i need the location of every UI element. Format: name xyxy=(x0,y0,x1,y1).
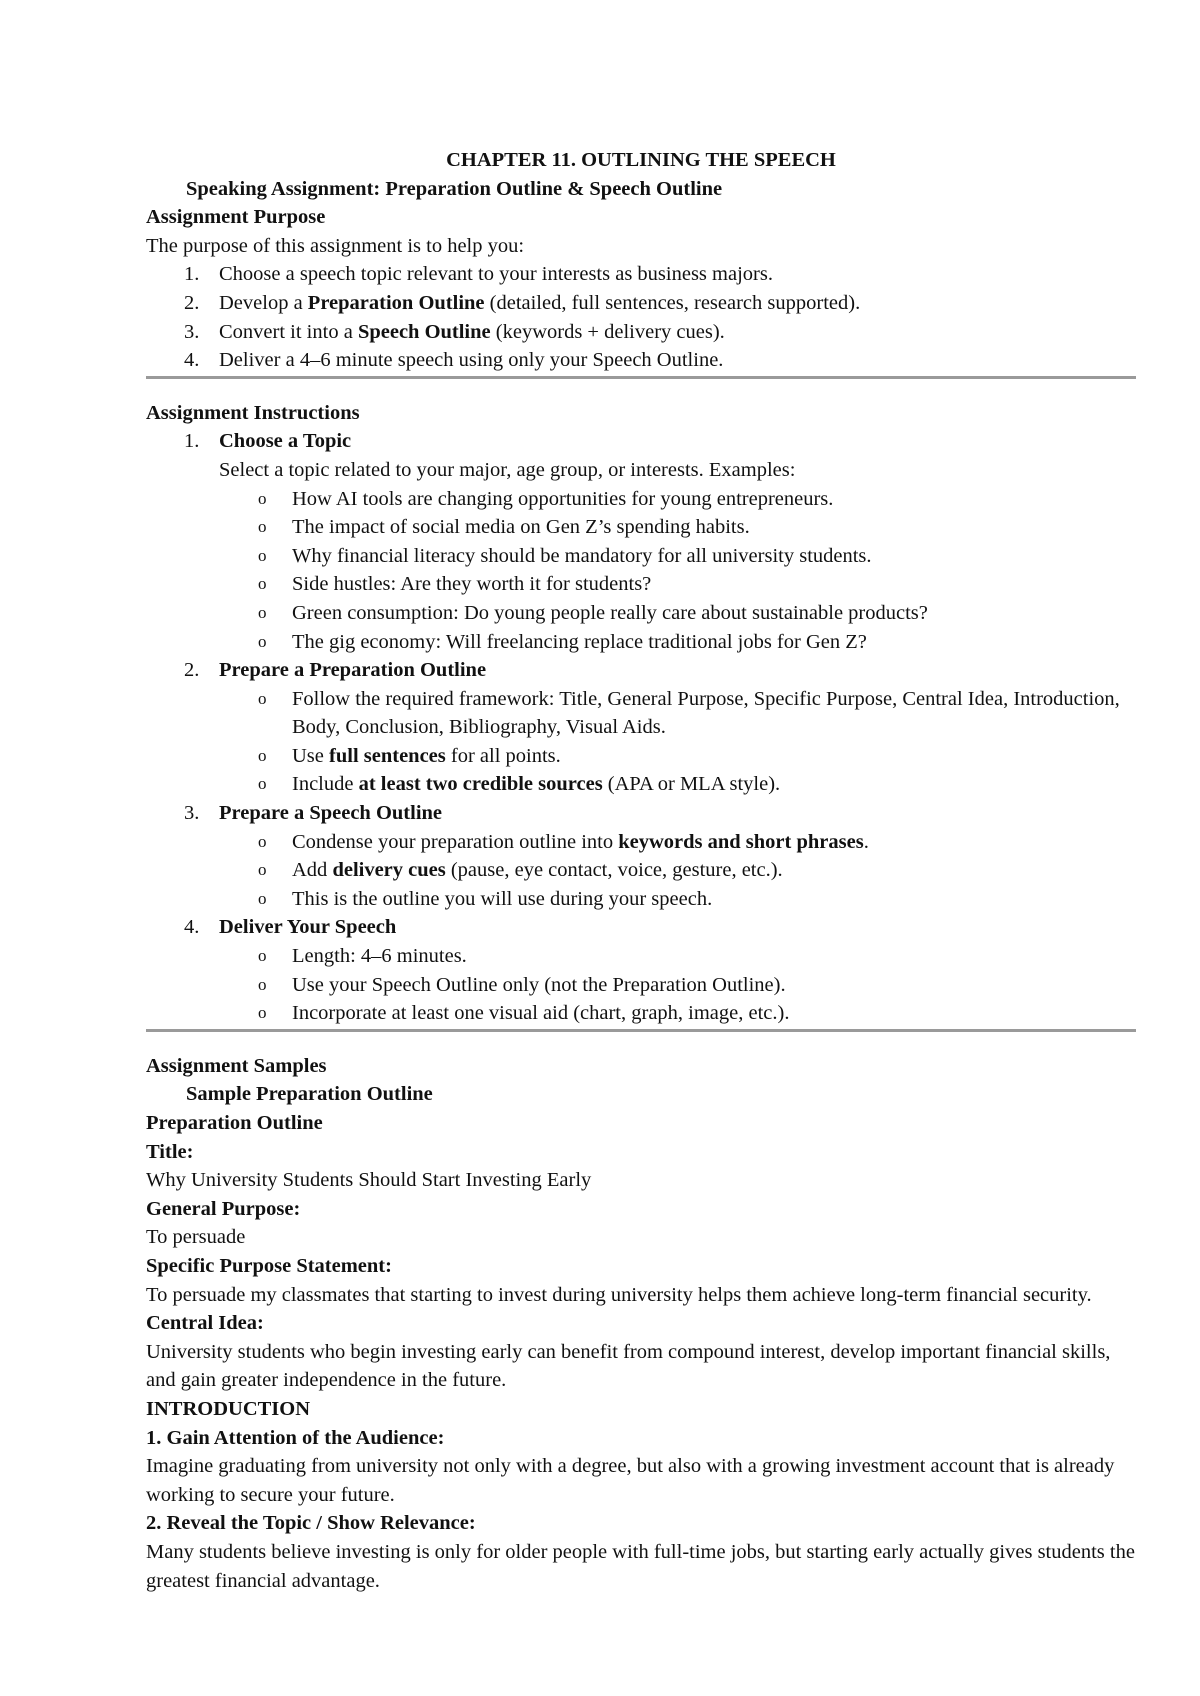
step-bullet-list xyxy=(146,942,1136,1028)
general-purpose-label: General Purpose: xyxy=(146,1197,301,1220)
text-run: Green consumption: Do young people really care about sustainable products? xyxy=(292,601,928,624)
text-run: The impact of social media on Gen Z’s spending habits. xyxy=(292,516,750,539)
reveal-topic-label: 2. Reveal the Topic / Show Relevance: xyxy=(146,1512,476,1535)
chapter-title: CHAPTER 11. OUTLINING THE SPEECH xyxy=(446,149,836,171)
bold-text-run: Preparation Outline xyxy=(307,291,485,314)
step-title: Prepare a Preparation Outline xyxy=(219,659,487,682)
text-run: (APA or MLA style). xyxy=(602,773,781,796)
step-bullet-list xyxy=(146,485,1136,657)
text-run: Develop a xyxy=(219,291,308,314)
bullet-marker: o xyxy=(258,574,267,594)
step-bullet-item xyxy=(146,628,1136,657)
list-number: 4. xyxy=(184,349,200,372)
list-number: 2. xyxy=(184,659,200,682)
text-run: How AI tools are changing opportunities for young entrepreneurs. xyxy=(292,487,834,510)
step-bullet-item xyxy=(146,885,1136,914)
text-run: (keywords + delivery cues). xyxy=(490,320,725,343)
bullet-marker: o xyxy=(258,774,267,794)
list-number: 4. xyxy=(184,916,200,939)
instruction-step xyxy=(146,656,1136,685)
text-run: Incorporate at least one visual aid (chart, graph, image, etc.). xyxy=(292,1002,790,1025)
attention-label: 1. Gain Attention of the Audience: xyxy=(146,1426,445,1449)
step-description: Select a topic related to your major, age group, or interests. Examples: xyxy=(219,458,796,481)
central-idea-value: University students who begin investing early can benefit from compound interest, develop important financial skills, and gain greater independence in the future. xyxy=(146,1340,1111,1392)
bold-text-run: at least two credible sources xyxy=(358,773,603,796)
step-bullet-item xyxy=(146,999,1136,1028)
specific-purpose-label: Specific Purpose Statement: xyxy=(146,1254,392,1277)
bullet-marker: o xyxy=(258,488,267,508)
text-run: . xyxy=(863,830,869,853)
instructions-list xyxy=(146,427,1136,1027)
text-run: Why financial literacy should be mandatory for all university students. xyxy=(292,544,872,567)
text-run: Include xyxy=(292,773,359,796)
text-run: Length: 4–6 minutes. xyxy=(292,945,467,968)
step-bullet-item xyxy=(146,828,1136,857)
section-divider xyxy=(146,1029,1136,1032)
bullet-marker: o xyxy=(258,545,267,565)
bullet-marker: o xyxy=(258,602,267,622)
text-run: The gig economy: Will freelancing replace traditional jobs for Gen Z? xyxy=(292,630,867,653)
instructions-heading: Assignment Instructions xyxy=(146,401,360,424)
outline-heading: Preparation Outline xyxy=(146,1112,323,1134)
step-bullet-item xyxy=(146,513,1136,542)
text-run: Deliver a 4–6 minute speech using only your Speech Outline. xyxy=(219,349,724,372)
text-run: Follow the required framework: Title, General Purpose, Specific Purpose, Central Idea, Introduction, Body, Conclusion, Bibliography, Visual Aids. xyxy=(292,687,1120,739)
bullet-marker: o xyxy=(258,745,267,765)
text-run: Side hustles: Are they worth it for students? xyxy=(292,573,652,596)
bullet-marker: o xyxy=(258,1003,267,1023)
bullet-marker: o xyxy=(258,974,267,994)
step-bullet-list xyxy=(146,685,1136,799)
step-bullet-item xyxy=(146,485,1136,514)
list-number: 1. xyxy=(184,263,200,286)
step-bullet-list xyxy=(146,828,1136,914)
purpose-list xyxy=(146,260,1136,374)
list-number: 3. xyxy=(184,320,200,343)
text-run: Add xyxy=(292,859,333,882)
title-label: Title: xyxy=(146,1140,194,1163)
document-page xyxy=(146,146,1136,1595)
reveal-topic-value: Many students believe investing is only for older people with full-time jobs, but starting early actually gives students the greatest financial advantage. xyxy=(146,1540,1135,1592)
bullet-marker: o xyxy=(258,631,267,651)
instruction-step xyxy=(146,913,1136,942)
text-run: This is the outline you will use during your speech. xyxy=(292,887,713,910)
bullet-marker: o xyxy=(258,688,267,708)
central-idea-label: Central Idea: xyxy=(146,1312,264,1335)
bold-text-run: delivery cues xyxy=(332,859,446,882)
specific-purpose-value: To persuade my classmates that starting to invest during university helps them achieve long-term financial security. xyxy=(146,1283,1092,1306)
list-number: 3. xyxy=(184,802,200,825)
title-value: Why University Students Should Start Investing Early xyxy=(146,1169,592,1192)
samples-subheading: Sample Preparation Outline xyxy=(186,1083,433,1106)
bullet-marker: o xyxy=(258,517,267,537)
text-run: for all points. xyxy=(445,744,561,767)
text-run: (pause, eye contact, voice, gesture, etc.). xyxy=(445,859,783,882)
step-title: Prepare a Speech Outline xyxy=(219,802,443,825)
purpose-list-item xyxy=(146,289,1136,318)
text-run: Condense your preparation outline into xyxy=(292,830,619,853)
step-bullet-item xyxy=(146,570,1136,599)
assignment-title: Speaking Assignment: Preparation Outline & Speech Outline xyxy=(186,177,723,200)
purpose-intro: The purpose of this assignment is to help you: xyxy=(146,234,525,257)
step-bullet-item xyxy=(146,685,1136,742)
text-run: Use xyxy=(292,744,330,767)
purpose-list-item xyxy=(146,260,1136,289)
general-purpose-value: To persuade xyxy=(146,1226,246,1249)
bullet-marker: o xyxy=(258,860,267,880)
step-bullet-item xyxy=(146,770,1136,799)
step-title: Deliver Your Speech xyxy=(219,916,397,939)
text-run: Choose a speech topic relevant to your interests as business majors. xyxy=(219,263,773,286)
step-bullet-item xyxy=(146,599,1136,628)
bullet-marker: o xyxy=(258,888,267,908)
purpose-heading: Assignment Purpose xyxy=(146,206,326,229)
instruction-step xyxy=(146,427,1136,456)
step-bullet-item xyxy=(146,942,1136,971)
step-bullet-item xyxy=(146,742,1136,771)
list-number: 1. xyxy=(184,430,200,453)
purpose-list-item xyxy=(146,318,1136,347)
section-divider xyxy=(146,376,1136,379)
bold-text-run: keywords and short phrases xyxy=(618,830,864,853)
step-bullet-item xyxy=(146,971,1136,1000)
bold-text-run: full sentences xyxy=(329,744,446,767)
bullet-marker: o xyxy=(258,831,267,851)
attention-value: Imagine graduating from university not only with a degree, but also with a growing investment account that is already working to secure your future. xyxy=(146,1455,1115,1506)
purpose-list-item xyxy=(146,346,1136,375)
text-run: Convert it into a xyxy=(219,320,358,343)
text-run: (detailed, full sentences, research supported). xyxy=(484,291,861,314)
step-title: Choose a Topic xyxy=(219,430,352,453)
text-run: Use your Speech Outline only (not the Preparation Outline). xyxy=(292,973,786,996)
bullet-marker: o xyxy=(258,946,267,966)
introduction-heading: INTRODUCTION xyxy=(146,1397,311,1420)
bold-text-run: Speech Outline xyxy=(357,320,491,343)
list-number: 2. xyxy=(184,291,200,314)
step-bullet-item xyxy=(146,542,1136,571)
instruction-step xyxy=(146,799,1136,828)
samples-heading: Assignment Samples xyxy=(146,1054,327,1077)
step-bullet-item xyxy=(146,856,1136,885)
